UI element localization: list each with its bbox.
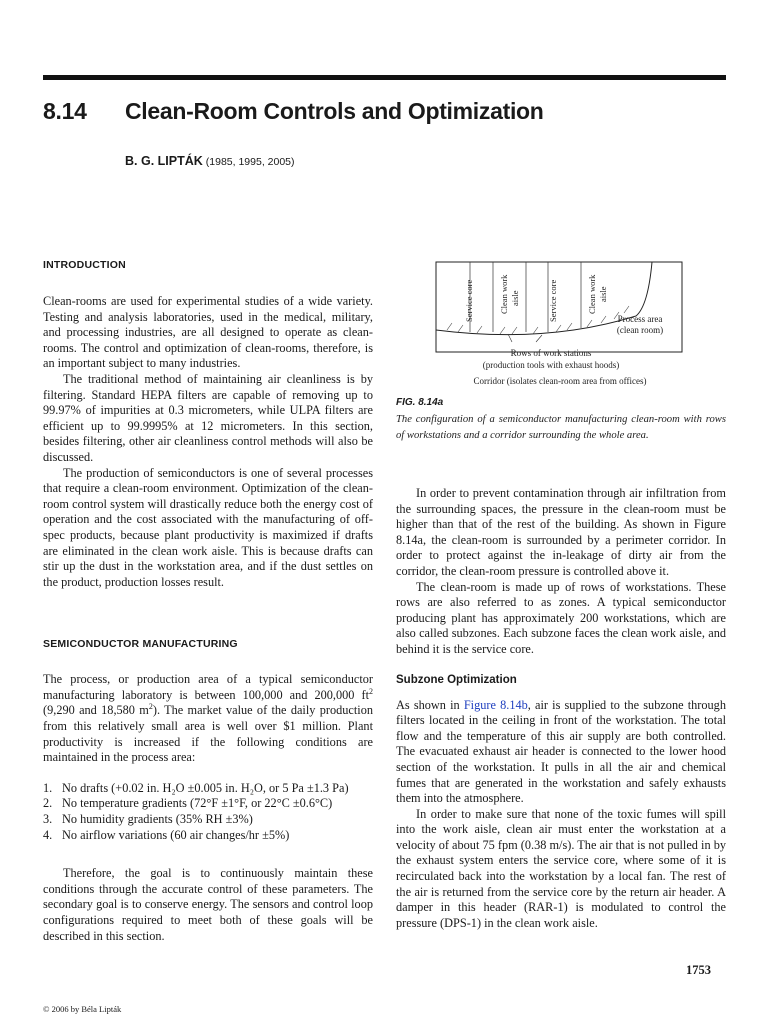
list-item: [43, 796, 373, 812]
semi-paragraph-2: Therefore, the goal is to continuously maintain these conditions through the accurate control of these parameters. The secondary goal is to conserve energy. The sensors and control loop configurations required to meet both of these goals will be described in this section.: [43, 866, 373, 943]
right-paragraph-1: In order to prevent contamination through air infiltration from the surrounding spaces, the pressure in the clean-room must be higher than that of the rest of the building. As shown in Figure 8.14a, the clean-room is surrounded by a perimeter corridor. In order to protect against the in-leakage of dirty air from the corridor, the clean-room pressure is controlled above it.: [396, 486, 726, 578]
semi-p1-text-c: ). The market value of the daily production from this relatively small area is well over $1 million. Plant productivity is increased if the following conditions are maintained in the process area:: [43, 703, 373, 765]
list-item-number: 3.: [43, 812, 53, 827]
figure-8-14a: [396, 258, 726, 443]
right-column: [396, 486, 726, 931]
clean-room-label: (clean room): [616, 325, 664, 335]
section-title: Clean-Room Controls and Optimization: [125, 98, 544, 124]
semi-p1-text-a: The process, or production area of a typical semiconductor manufacturing laboratory is between 100,000 and 200,000 ft: [43, 672, 373, 702]
subzone-heading: Subzone Optimization: [396, 673, 517, 686]
workstation-hatching: [447, 306, 629, 334]
clean-work-label-2: Clean work: [587, 274, 597, 314]
corridor-label: Corridor (isolates clean-room area from offices): [473, 376, 647, 386]
rows-label-1: Rows of work stations: [510, 348, 592, 358]
clean-room-diagram: [396, 258, 726, 390]
service-core-label-2: Service core: [548, 279, 558, 322]
list-item-text: No airflow variations (60 air changes/hr ±5%): [62, 827, 290, 842]
right-p3-text-a: As shown in: [396, 697, 464, 712]
clean-work-label-1: Clean work: [499, 274, 509, 314]
semi-paragraph-1: [43, 672, 373, 766]
intro-paragraph-1: Clean-rooms are used for experimental studies of a wide variety. Testing and analysis laboratories, used in the medical, military, and processing industries, are all designed to operate as clean-rooms. The control and optimization of clean-rooms, therefore, is an important subject to many industries.: [43, 294, 373, 371]
list-item-number: 2.: [43, 796, 53, 811]
list-item-number: 1.: [43, 780, 53, 795]
section-heading: [43, 98, 544, 125]
copyright-notice: © 2006 by Béla Lipták: [43, 1004, 122, 1014]
rows-label-2: (production tools with exhaust hoods): [482, 360, 620, 370]
figure-8-14b-link[interactable]: Figure 8.14b: [463, 697, 528, 712]
process-area-label: Process area: [617, 314, 663, 324]
pointer-line: [508, 334, 512, 342]
figure-caption: The configuration of a semiconductor manufacturing clean-room with rows of workstations and a corridor surrounding the whole area.: [396, 414, 726, 441]
right-paragraph-3: [396, 698, 726, 807]
conditions-list: [43, 781, 373, 843]
list-item-text: No drafts (+0.02 in. H₂O ±0.005 in. H₂O, or 5 Pa ±1.3 Pa): [62, 780, 349, 795]
right-paragraph-4: In order to make sure that none of the toxic fumes will spill into the work aisle, clean air must enter the workstation at a velocity of about 75 fpm (0.38 m/s). The air that is not pulled in by the exhaust system enters the service core, where some of it is recirculated back into the workstation by a local fan. The rest of the air is returned from the service core by the return air header. A damper in this header (RAR-1) is modulated to control the pressure (DPS-1) in the clean work aisle.: [396, 806, 726, 930]
aisle-label-2: aisle: [598, 286, 608, 302]
semi-p1-sup-1: 2: [369, 686, 373, 696]
right-p3-text-b: , air is supplied to the subzone through filters located in the ceiling in front of the workstation. The total flow and the temperature of this air supply are both controlled. The evacuated exhaust air header is connected to the lower hood section of the workstation. It pulls in all the air and chemical fumes that are generated in the workstation and safely exhausts them into the atmosphere.: [396, 697, 726, 806]
author-name: B. G. LIPTÁK: [125, 154, 203, 168]
list-item: [43, 781, 373, 797]
list-item: [43, 812, 373, 828]
list-item-number: 4.: [43, 827, 53, 842]
figure-label: FIG. 8.14a: [396, 397, 444, 408]
introduction-heading: INTRODUCTION: [43, 259, 126, 271]
section-number: 8.14: [43, 98, 87, 124]
semiconductor-heading: SEMICONDUCTOR MANUFACTURING: [43, 638, 238, 651]
author-years: (1985, 1995, 2005): [205, 156, 295, 168]
author-line: [125, 154, 295, 168]
right-paragraph-2: The clean-room is made up of rows of workstations. These rows are also referred to as zones. A typical semiconductor producing plant has approximately 200 workstations, which are also called subzones. Each subzone faces the clean work aisle, and behind it is the service core.: [396, 579, 726, 656]
top-rule: [43, 75, 726, 80]
list-item: [43, 828, 373, 844]
list-item-text: No humidity gradients (35% RH ±3%): [62, 812, 253, 827]
service-core-label-1: Service core: [464, 279, 474, 322]
pointer-line: [536, 335, 542, 342]
semi-p1-text-b: (9,290 and 18,580 m: [43, 703, 149, 718]
list-item-text: No temperature gradients (72°F ±1°F, or 22°C ±0.6°C): [62, 796, 333, 811]
intro-paragraph-2: The traditional method of maintaining air cleanliness is by filtering. Standard HEPA filters are capable of removing up to 99.97% of impurities at 0.3 micrometers, while ULPA filters are efficient up to 99.9995% at 12 micrometers. In this section, besides filtering, other air cleanliness control methods will also be discussed.: [43, 371, 373, 464]
intro-paragraph-3: The production of semiconductors is one of several processes that require a clean-room environment. Optimization of the clean-room control system will drastically reduce both the energy cost of operation and the cost associated with the manufacturing of off-spec products, because plant productivity is maximized if drafts are eliminated in the clean work aisle. This is because drafts can stir up the dust in the workstation area, and if the dust settles on the product, production losses result.: [43, 465, 373, 589]
aisle-label-1: aisle: [510, 290, 520, 306]
semi-p1-sup-2: 2: [148, 702, 153, 712]
left-column: [43, 258, 373, 944]
page-number: 1753: [686, 963, 711, 977]
